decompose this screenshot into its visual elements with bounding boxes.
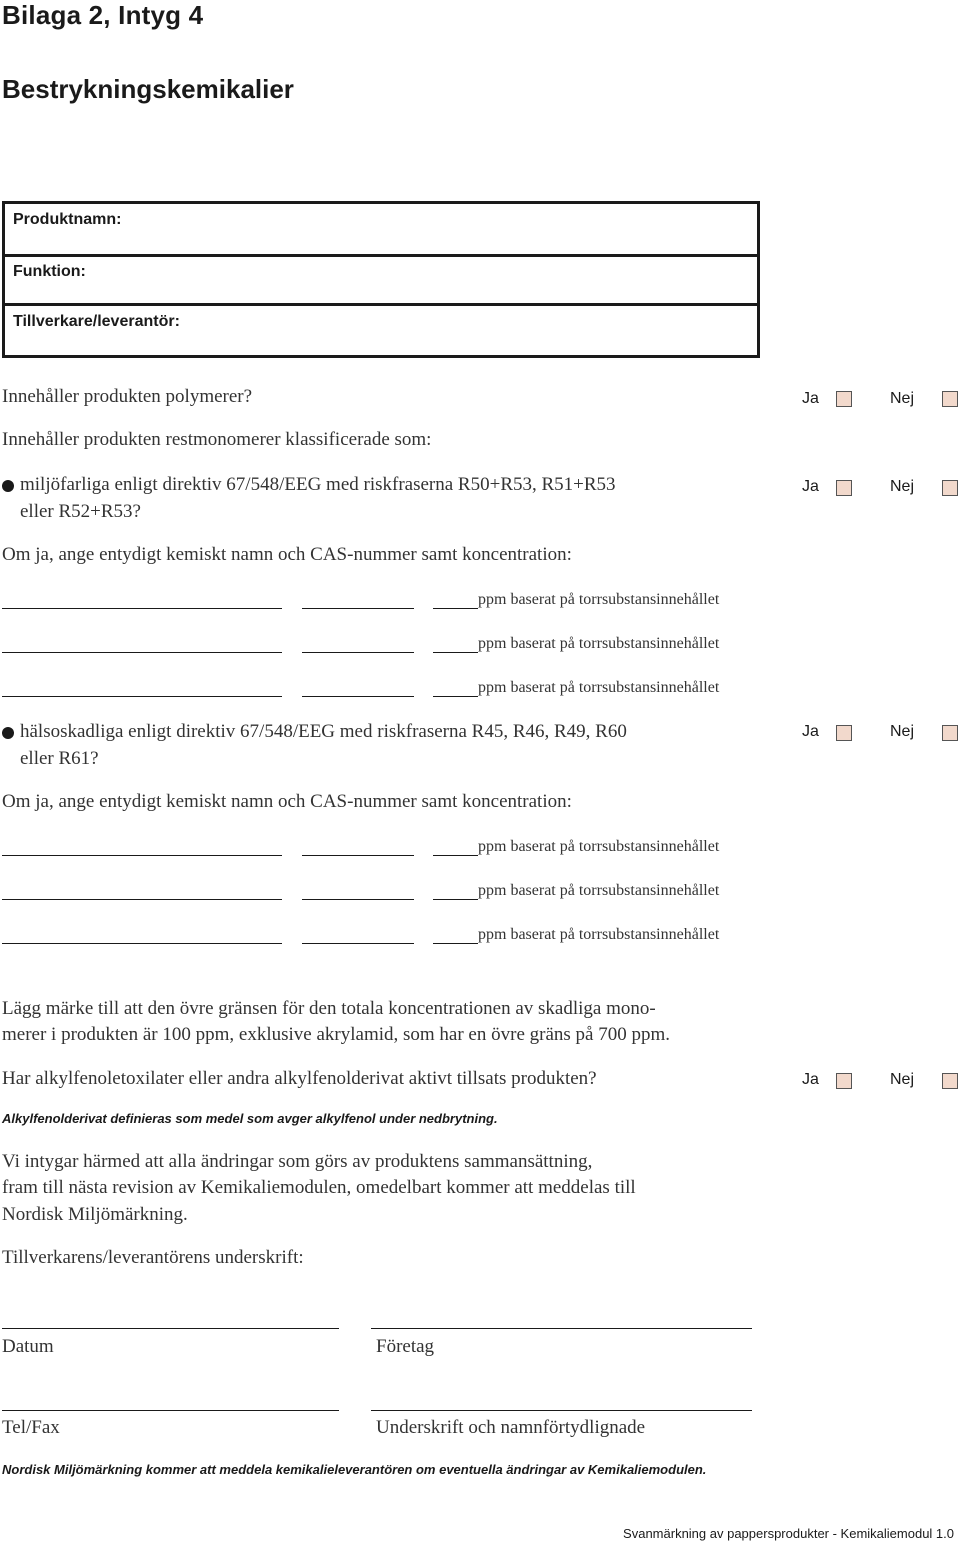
declaration-line3: Nordisk Miljömärkning. [2,1204,188,1225]
ppm-label: ppm baserat på torrsubstansinnehållet [478,635,720,652]
ppm-label: ppm baserat på torrsubstansinnehållet [478,679,720,696]
signature-field[interactable] [371,1410,752,1411]
no-label: Nej [890,723,915,740]
page-footer: Svanmärkning av pappersprodukter - Kemikaliemodul 1.0 [623,1526,954,1541]
product-info-box [2,201,760,358]
polymers-yes-checkbox[interactable] [836,391,852,407]
document-title: Bilaga 2, Intyg 4 [2,0,204,30]
bullet-icon [2,480,14,492]
concentration-field[interactable] [433,899,478,900]
date-field[interactable] [2,1328,339,1329]
concentration-field[interactable] [433,608,478,609]
date-label: Datum [2,1336,54,1357]
limit-note-line2: merer i produkten är 100 ppm, exklusive akrylamid, som har en övre gräns på 700 ppm. [2,1024,670,1045]
polymers-no-checkbox[interactable] [942,391,958,407]
function-label: Funktion: [13,263,86,280]
concentration-field[interactable] [433,652,478,653]
function-row[interactable] [5,254,757,306]
if-yes-instruction-1: Om ja, ange entydigt kemiskt namn och CAS-nummer samt koncentration: [2,544,572,565]
closing-note: Nordisk Miljömärkning kommer att meddela kemikalieleverantören om eventuella ändringar av Kemikaliemodulen. [2,1462,707,1477]
chemical-name-field[interactable] [2,855,282,856]
yes-label: Ja [802,390,819,407]
telfax-label: Tel/Fax [2,1417,60,1438]
cas-number-field[interactable] [302,855,414,856]
chemical-name-field[interactable] [2,899,282,900]
concentration-field[interactable] [433,696,478,697]
question-env-line2: eller R52+R53? [20,501,141,522]
declaration-line1: Vi intygar härmed att alla ändringar som görs av produktens sammansättning, [2,1151,593,1172]
cas-number-field[interactable] [302,943,414,944]
cas-number-field[interactable] [302,652,414,653]
cas-number-field[interactable] [302,608,414,609]
manufacturer-label: Tillverkare/leverantör: [13,313,180,330]
no-label: Nej [890,390,915,407]
question-health-line1: hälsoskadliga enligt direktiv 67/548/EEG med riskfraserna R45, R46, R49, R60 [20,721,627,742]
declaration-line2: fram till nästa revision av Kemikaliemodulen, omedelbart kommer att meddelas till [2,1177,636,1198]
company-field[interactable] [371,1328,752,1329]
concentration-field[interactable] [433,943,478,944]
env-no-checkbox[interactable] [942,480,958,496]
health-yes-checkbox[interactable] [836,725,852,741]
manufacturer-row[interactable] [5,306,757,355]
question-polymers: Innehåller produkten polymerer? [2,386,253,407]
cas-number-field[interactable] [302,899,414,900]
question-health-line2: eller R61? [20,748,99,769]
alkyl-definition-note: Alkylfenolderivat definieras som medel som avger alkylfenol under nedbrytning. [2,1111,498,1126]
product-name-row[interactable] [5,204,757,254]
cas-number-field[interactable] [302,696,414,697]
ppm-label: ppm baserat på torrsubstansinnehållet [478,926,720,943]
alkyl-no-checkbox[interactable] [942,1073,958,1089]
yes-label: Ja [802,1071,819,1088]
product-name-label: Produktnamn: [13,211,122,228]
question-monomers-intro: Innehåller produkten restmonomerer klassificerade som: [2,429,432,450]
env-yes-checkbox[interactable] [836,480,852,496]
no-label: Nej [890,1071,915,1088]
yes-label: Ja [802,723,819,740]
ppm-label: ppm baserat på torrsubstansinnehållet [478,591,720,608]
alkyl-yes-checkbox[interactable] [836,1073,852,1089]
signature-label: Underskrift och namnförtydlignade [376,1417,646,1438]
yes-label: Ja [802,478,819,495]
health-no-checkbox[interactable] [942,725,958,741]
ppm-label: ppm baserat på torrsubstansinnehållet [478,838,720,855]
ppm-label: ppm baserat på torrsubstansinnehållet [478,882,720,899]
chemical-name-field[interactable] [2,652,282,653]
limit-note-line1: Lägg märke till att den övre gränsen för den totala koncentrationen av skadliga mono- [2,998,656,1019]
chemical-name-field[interactable] [2,608,282,609]
if-yes-instruction-2: Om ja, ange entydigt kemiskt namn och CAS-nummer samt koncentration: [2,791,572,812]
chemical-name-field[interactable] [2,696,282,697]
chemical-name-field[interactable] [2,943,282,944]
document-subtitle: Bestrykningskemikalier [2,74,294,104]
no-label: Nej [890,478,915,495]
signature-heading: Tillverkarens/leverantörens underskrift: [2,1247,304,1268]
company-label: Företag [376,1336,435,1357]
bullet-icon [2,727,14,739]
question-env-line1: miljöfarliga enligt direktiv 67/548/EEG med riskfraserna R50+R53, R51+R53 [20,474,616,495]
question-alkyl: Har alkylfenoletoxilater eller andra alkylfenolderivat aktivt tillsats produkten? [2,1068,597,1089]
concentration-field[interactable] [433,855,478,856]
telfax-field[interactable] [2,1410,339,1411]
